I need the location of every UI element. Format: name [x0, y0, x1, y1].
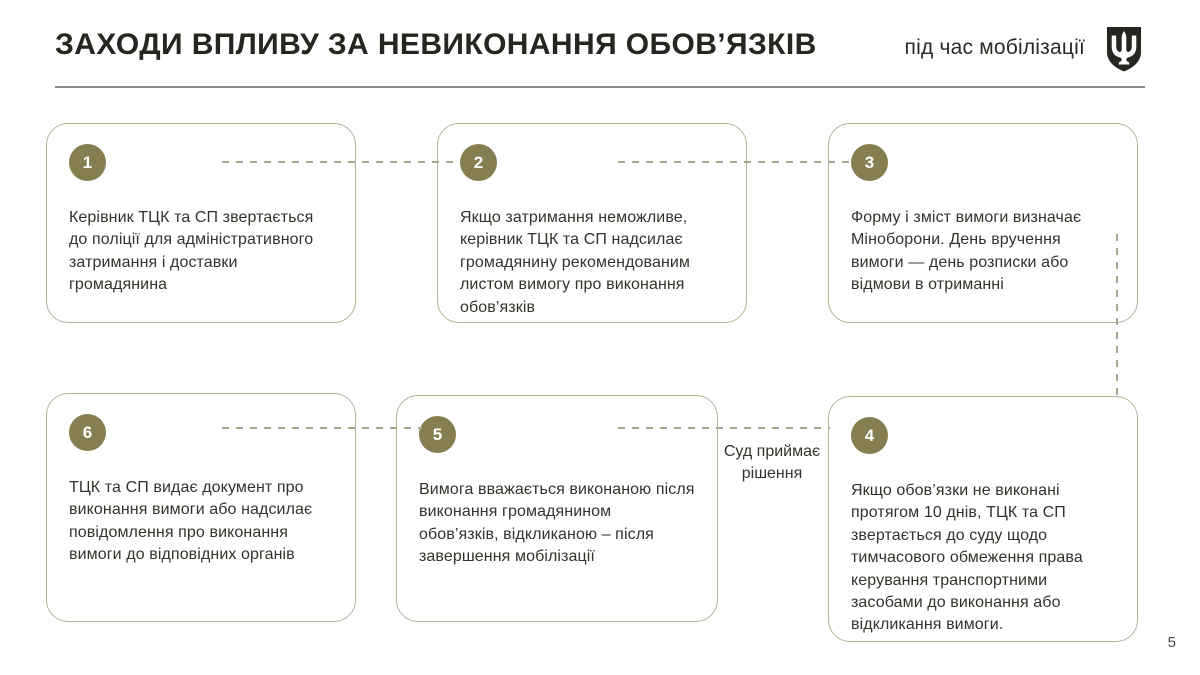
ukraine-trident-shield-icon — [1103, 26, 1145, 74]
step-badge-4: 4 — [851, 417, 888, 454]
connector-step1-step2 — [222, 161, 460, 163]
page-number: 5 — [1167, 634, 1176, 651]
step-badge-3: 3 — [851, 144, 888, 181]
card-step-1 — [46, 123, 356, 323]
step-badge-2: 2 — [460, 144, 497, 181]
header-subtitle: під час мобілізації — [904, 36, 1085, 59]
step-badge-1: 1 — [69, 144, 106, 181]
connector-step3-step4 — [1116, 234, 1118, 398]
step-text-5: Вимога вважається виконаною після виконання громадянином обов’язків, відкликаною – після завершення мобілізації — [419, 481, 695, 566]
court-decision-label: Суд приймає рішення — [723, 443, 821, 482]
connector-step2-step3 — [618, 161, 854, 163]
card-step-2 — [437, 123, 747, 323]
step-text-4: Якщо обов’язки не виконані протягом 10 днів, ТЦК та СП звертається до суду щодо тимчасового обмеження права керування транспортними засобами до виконання або відкликання вимоги. — [851, 482, 1083, 634]
header-divider — [55, 86, 1145, 88]
card-step-5 — [396, 395, 718, 622]
step-text-1: Керівник ТЦК та СП звертається до поліції для адміністративного затримання і доставки громадянина — [69, 209, 314, 294]
connector-step5-step6 — [222, 427, 422, 429]
card-step-4 — [828, 396, 1138, 642]
step-badge-5: 5 — [419, 416, 456, 453]
connector-step4-step5 — [618, 427, 830, 429]
step-text-3: Форму і зміст вимоги визначає Міноборони. День вручення вимоги — день розписки або відмови в отриманні — [851, 209, 1082, 294]
step-badge-6: 6 — [69, 414, 106, 451]
card-step-3 — [828, 123, 1138, 323]
page-title: ЗАХОДИ ВПЛИВУ ЗА НЕВИКОНАННЯ ОБОВ’ЯЗКІВ — [55, 28, 817, 61]
step-text-2: Якщо затримання неможливе, керівник ТЦК та СП надсилає громадянину рекомендованим листом вимогу про виконання обов’язків — [460, 209, 691, 316]
step-text-6: ТЦК та СП видає документ про виконання вимоги або надсилає повідомлення про виконання вимоги до відповідних органів — [69, 479, 313, 564]
